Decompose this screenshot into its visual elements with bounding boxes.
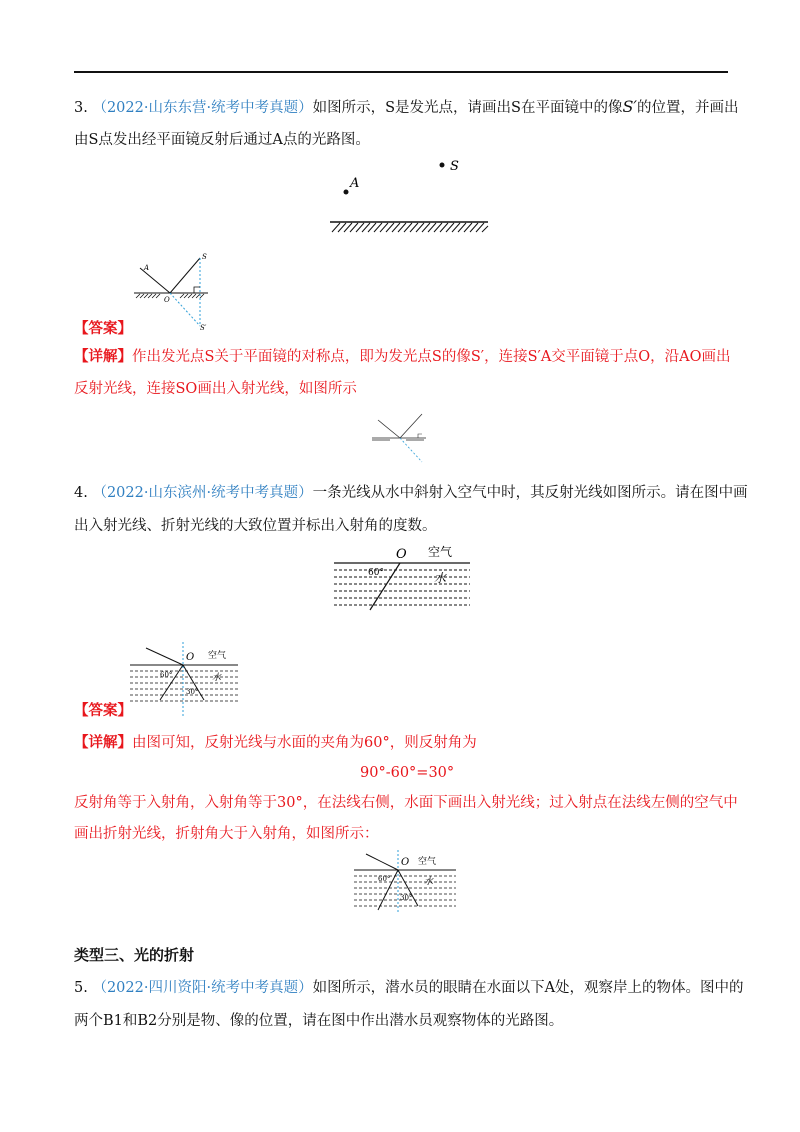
- q3-detail-text1: 作出发光点S关于平面镜的对称点，即为发光点S的像S′，连接S′A交平面镜于点O，沿AO画出: [132, 349, 731, 365]
- q5-line2: 两个B1和B2分别是物、像的位置，请在图中作出潜水员观察物体的光路图。: [74, 1013, 564, 1029]
- label-a: A: [350, 176, 360, 191]
- q4-answer-label: 【答案】: [74, 702, 132, 719]
- ans-label-s: S: [202, 253, 207, 261]
- ans-label-o: O: [186, 652, 195, 663]
- q3-answer-label: 【答案】: [74, 320, 132, 337]
- q5-line1: [74, 977, 744, 999]
- ans-label-o: O: [164, 296, 170, 304]
- ans-label-60: 60°: [160, 671, 173, 679]
- ans-label-s2: S′: [200, 324, 207, 332]
- q3-text-b: 的位置，并画出: [637, 100, 739, 116]
- q3-source: （2022·山东东营·统考中考真题）: [92, 100, 313, 116]
- q4-detail-line3: 反射角等于入射角，入射角等于30°，在法线右侧，水面下画出入射光线；过入射点在法线左侧的空气中: [74, 795, 738, 811]
- detail-label-30: 30°: [400, 894, 413, 902]
- label-water: 水: [434, 571, 447, 585]
- q4-detail-figure: [352, 848, 462, 916]
- q5-text-a: 如图所示，潜水员的眼睛在水面以下A处，观察岸上的物体。图中的: [312, 980, 744, 996]
- ans-refracted-ray: [146, 648, 183, 665]
- q3-detail-figure: [366, 410, 436, 468]
- detail-label-o: O: [401, 857, 410, 868]
- label-s: S: [450, 159, 459, 174]
- ans-virtual-ray: [170, 293, 200, 326]
- point-a: [344, 190, 349, 195]
- q4-detail-text1: 由图可知，反射光线与水面的夹角为60°，则反射角为: [132, 735, 477, 751]
- ans-label-a: A: [144, 264, 150, 272]
- q5-number: 5.: [74, 980, 88, 996]
- water-pattern: [334, 570, 470, 605]
- q4-number: 4.: [74, 485, 88, 501]
- q4-detail-line4: 画出折射光线，折射角大于入射角，如图所示：: [74, 826, 379, 842]
- q3-line2: 由S点发出经平面镜反射后通过A点的光路图。: [74, 132, 370, 148]
- header-rule: [74, 71, 728, 73]
- q4-detail-line1: [74, 732, 477, 754]
- label-angle: 60°: [368, 568, 384, 578]
- q3-number: 3.: [74, 100, 88, 116]
- point-s: [440, 163, 445, 168]
- q4-formula: 90°-60°=30°: [360, 765, 455, 781]
- mirror-hatch: [332, 223, 488, 232]
- section-heading: 类型三、光的折射: [74, 946, 195, 964]
- label-o: O: [396, 547, 407, 562]
- q3-figure: [320, 150, 520, 240]
- ans-label-air: 空气: [208, 651, 227, 661]
- ans-label-water: 水: [212, 673, 222, 683]
- ans-label-30: 30°: [186, 688, 199, 696]
- q3-detail-label: 【详解】: [74, 348, 132, 365]
- label-air: 空气: [428, 545, 453, 559]
- q4-line2: 出入射光线、折射光线的大致位置并标出入射角的度数。: [74, 518, 437, 534]
- q4-text-a: 一条光线从水中斜射入空气中时，其反射光线如图所示。请在图中画: [312, 485, 748, 501]
- detail-label-60: 60°: [378, 875, 391, 883]
- ans-incident-ray: [170, 258, 200, 293]
- detail-label-air: 空气: [418, 857, 437, 867]
- q3-answer-figure: [128, 250, 218, 332]
- q3-image-label: S′: [622, 97, 638, 116]
- q4-line1: [74, 482, 748, 504]
- detail-label-water: 水: [424, 877, 434, 887]
- q3-text-a: 如图所示，S是发光点，请画出S在平面镜中的像: [312, 100, 623, 116]
- q4-figure: [330, 542, 480, 614]
- q3-detail-line1: [74, 346, 731, 368]
- q5-source: （2022·四川资阳·统考中考真题）: [92, 980, 313, 996]
- q4-source: （2022·山东滨州·统考中考真题）: [92, 485, 313, 501]
- q4-detail-label: 【详解】: [74, 734, 132, 751]
- q4-answer-figure: [128, 640, 243, 718]
- q3-detail-line2: 反射光线，连接SO画出入射光线，如图所示: [74, 381, 357, 397]
- q3-line1: [74, 96, 739, 119]
